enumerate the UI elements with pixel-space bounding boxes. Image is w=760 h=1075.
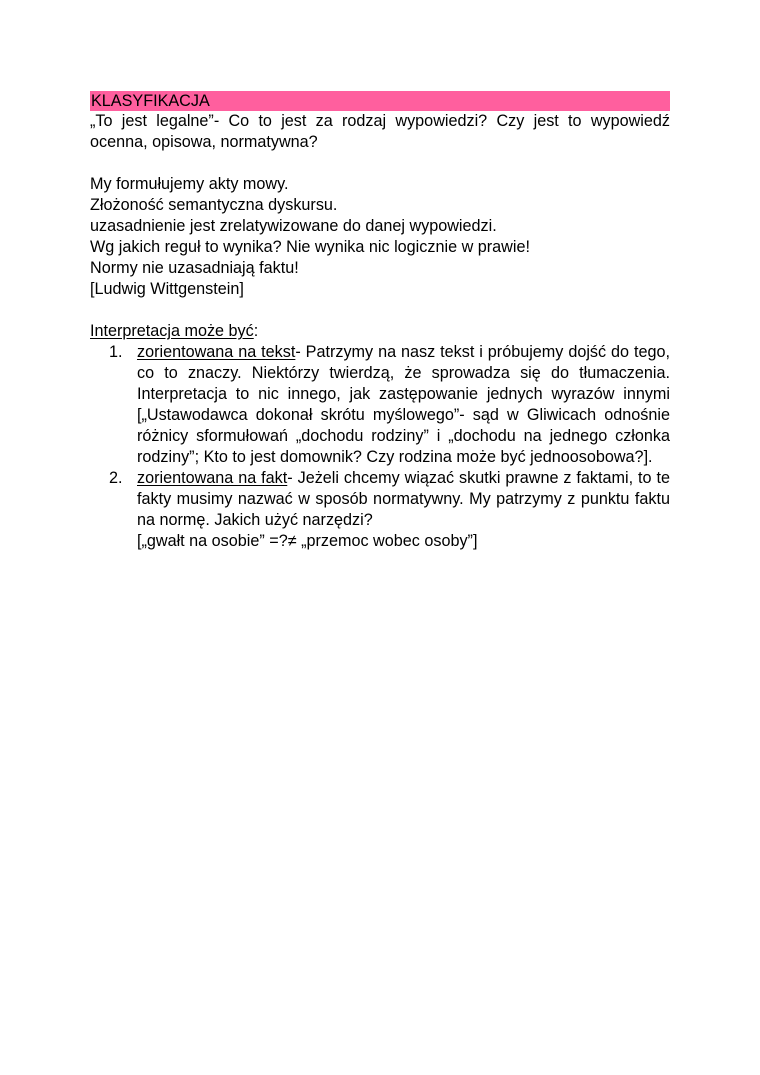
list-item-extra: [„gwałt na osobie” =?≠ „przemoc wobec osoby”] [137,532,478,550]
spacer [90,300,670,321]
list-item-text: - Jeżeli chcemy wiązać skutki prawne z faktami, to te fakty musimy nazwać w sposób normatywny. My patrzymy z punktu faktu na normę. Jakich użyć narzędzi? [137,469,670,529]
list-item-text: - Patrzymy na nasz tekst i próbujemy dojść do tego, co to znaczy. Niektórzy twierdzą, że sprowadza się do tłumaczenia. Interpretacja to nic innego, jak zastępowanie jednych wyrazów innymi [„Ustawodawca dokonał skrótu myślowego”- sąd w Gliwicach odnośnie różnicy sformułowań „dochodu rodziny” i „dochodu na jednego członka rodziny”; Kto to jest domownik? Czy rodzina może być jednoosobowa?]. [137,343,670,466]
list-item-number: 2. [109,469,123,487]
list-item [90,342,670,468]
intro-paragraph: „To jest legalne”- Co to jest za rodzaj wypowiedzi? Czy jest to wypowiedź ocenna, opisowa, normatywna? [90,112,670,151]
interpretation-title: Interpretacja może być [90,322,254,340]
interpretation-title-colon: : [253,322,259,340]
text-line: Złożoność semantyczna dyskursu. [90,196,338,214]
list-item-term: zorientowana na tekst [137,343,296,361]
interpretation-heading [90,321,670,342]
interpretation-list [90,342,670,552]
text-line: Normy nie uzasadniają faktu! [90,259,299,277]
section-heading: KLASYFIKACJA [90,91,670,111]
list-item-number: 1. [109,343,123,361]
spacer [90,153,670,174]
citation-line: [Ludwig Wittgenstein] [90,280,244,298]
list-item [90,468,670,552]
text-line: uzasadnienie jest zrelatywizowane do danej wypowiedzi. [90,217,497,235]
list-item-term: zorientowana na fakt [137,469,288,487]
text-line: Wg jakich reguł to wynika? Nie wynika nic logicznie w prawie! [90,238,530,256]
text-line: My formułujemy akty mowy. [90,175,289,193]
document-page [90,91,670,552]
